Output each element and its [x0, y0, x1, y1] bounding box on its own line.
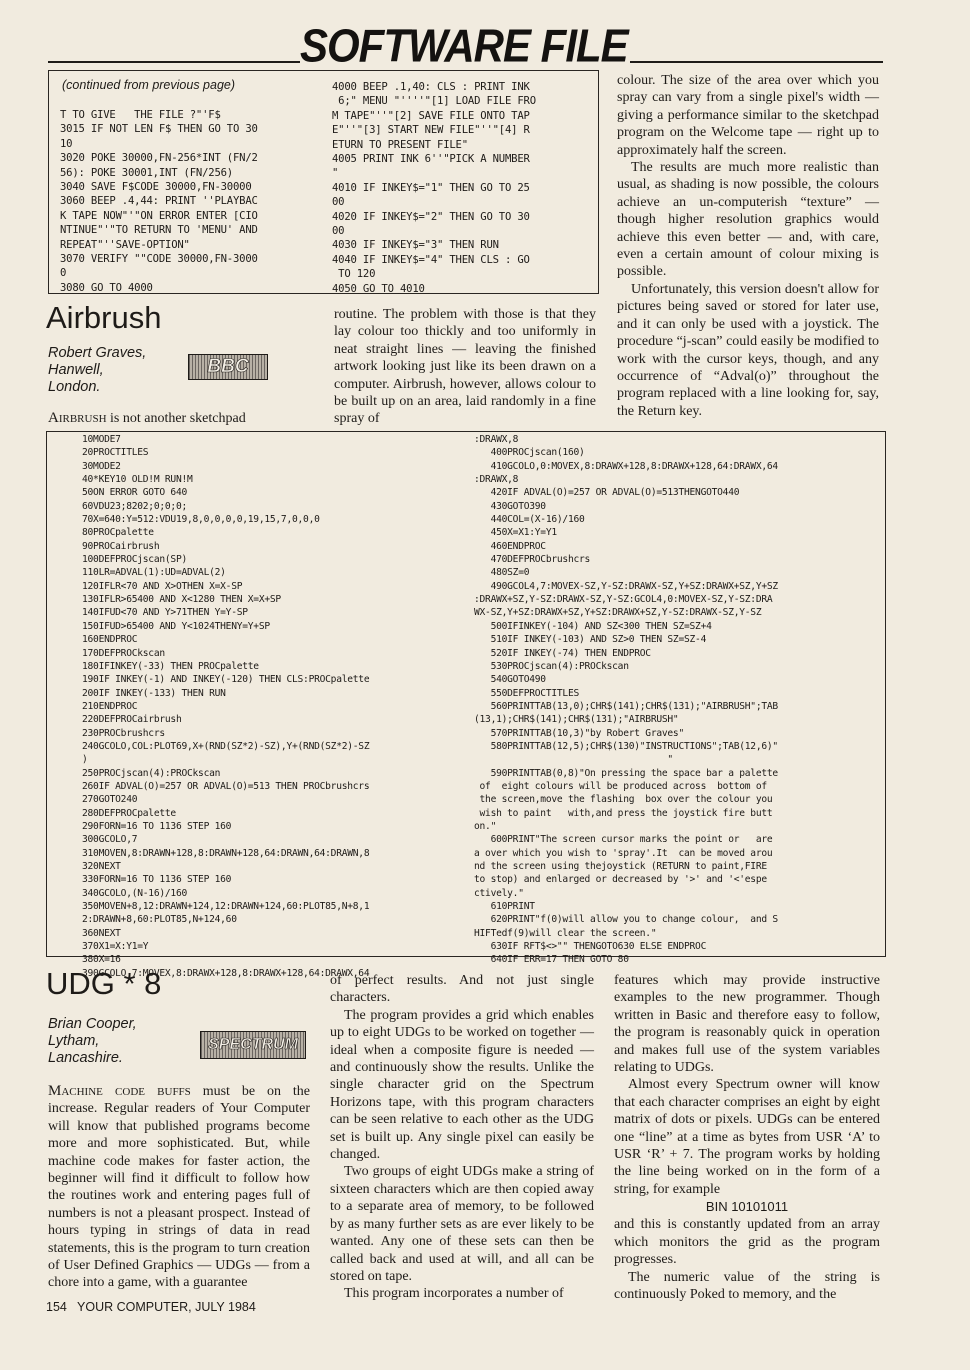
- airbrush-intro-rest: is not another sketchpad: [106, 411, 246, 426]
- continued-note: (continued from previous page): [62, 78, 236, 92]
- paragraph: features which may provide instructive examples to the new programmer. Though written in Basic and therefore easy to follow, the program is reasonably quick in operation and makes full use of the system variables relating to UDGs.: [614, 973, 880, 1076]
- udg-byline: [48, 1016, 137, 1067]
- paragraph: The results are much more realistic than usual, as shading is now possible, the colours achieve an un-computerish “texture” — though higher resolution graphics would achieve this even better — and, with care, even a certain amount of colour mixing is possible.: [617, 160, 879, 280]
- paragraph: of perfect results. And not just single characters.: [330, 973, 594, 1006]
- page-footer: 154 YOUR COMPUTER, JULY 1984: [46, 1300, 256, 1314]
- paragraph: Almost every Spectrum owner will know that each character comprises an eight by eight matrix of dots or pixels. UDGs can be entered one “line” at a time as bytes from USR ‘A’ to USR ‘R’ + 7. The program works by holding the line being worked on in the form of a string, for example: [614, 1077, 880, 1197]
- airbrush-intro: [48, 410, 310, 427]
- paragraph: The program provides a grid which enables up to eight UDGs to be worked on together — ideal when a composite figure is needed — and continuously show the results. Unlike the single character grid on the Spectrum Horizons tape, with this program characters can be seen relative to each other as the UDG set is built up. Any single pixel can easily be changed.: [330, 1007, 594, 1163]
- airbrush-middle-text: routine. The problem with those is that they lay colour too thickly and too uniformly in neat straight lines — leaving the finished artwork looking just like its been drawn on a computer. Airbrush, however, allows colour to be built up on an area, laid randomly in a fine spray of: [334, 307, 596, 427]
- paragraph: and this is constantly updated from an array which monitors the grid as the program progresses.: [614, 1217, 880, 1268]
- header-rule-left: [48, 61, 300, 63]
- author-county: London.: [48, 379, 101, 395]
- paragraph: Two groups of eight UDGs make a string of sixteen characters which are then copied away to a separate area of memory, to be followed by as many further sets as are ever likely to be wanted. Any one of these sets can then be called back and used at will, and all can be stored on tape.: [330, 1164, 594, 1284]
- airbrush-intro-lead: Airbrush: [48, 410, 107, 426]
- udg-column-3: [614, 972, 880, 1303]
- paragraph: colour. The size of the area over which you spray can vary from a single pixel's width — giving a performance similar to the sketchpad program on the Welcome tape — right up to approximately half the screen.: [617, 73, 879, 158]
- author-name: Robert Graves,: [48, 345, 147, 361]
- bbc-badge: BBC: [188, 354, 268, 380]
- udg-intro-rest: must be on the increase. Regular readers of Your Computer will know that published programs become more and more sophisticated. But, while machine code makes for faster action, the beginner will find it difficult to follow how the routines work and entering pages full of numbers is not a pleasant prospect. Instead of hours typing in strings of data in read statements, this is the program to turn creation of User Defined Graphics — UDGs — from a chore into a game, with a guarantee: [48, 1084, 310, 1291]
- airbrush-title: Airbrush: [46, 300, 162, 335]
- listing-top-left: T TO GIVE THE FILE ?"'F$ 3015 IF NOT LEN F$ THEN GO TO 30 10 3020 POKE 30000,FN-256*INT (FN/2 56): POKE 30001,INT (FN/256) 3040 SAVE F$CODE 30000,FN-30000 3060 BEEP .4,44: PRINT ''PLAYBAC K TAPE NOW"'"ON ERROR ENTER [CIO NTINUE"'"TO RETURN TO 'MENU' AND REPEAT"''SAVE-OPTION" 3070 VERIFY ""CODE 30000,FN-3000 0 3080 GO TO 4000: [60, 109, 258, 294]
- udg-column-1: [48, 1083, 310, 1292]
- paragraph: Unfortunately, this version doesn't allow for pictures being saved or stored for later use, and it can only be used with a joystick. The procedure “j-scan” could easily be modified to work with the cursor keys, though, and any occurrence of “Adval(o)” throughout the program replaced with a line looking for, say, the Return key.: [617, 281, 879, 419]
- udg-intro-lead: Machine code buffs: [48, 1083, 191, 1099]
- udg-title: UDG * 8: [46, 966, 162, 1001]
- right-column-text: [617, 72, 879, 420]
- author-town: Hanwell,: [48, 362, 104, 378]
- author-county: Lancashire.: [48, 1050, 123, 1066]
- listing-top-right: 4000 BEEP .1,40: CLS : PRINT INK 6;" MENU "''''"[1] LOAD FILE FRO M TAPE"''"[2] SAVE FILE ONTO TAP E"''"[3] START NEW FILE"''"[4] R ETURN TO PRESENT FILE" 4005 PRINT INK 6''"PICK A NUMBER " 4010 IF INKEY$="1" THEN GO TO 25 00 4020 IF INKEY$="2" THEN GO TO 30 00 4030 IF INKEY$="3" THEN RUN 4040 IF INKEY$="4" THEN CLS : GO TO 120 4050 GO TO 4010: [332, 81, 536, 295]
- paragraph: The numeric value of the string is continuously Poked to memory, and the: [614, 1269, 880, 1302]
- spectrum-badge: SPECTRUM: [200, 1031, 306, 1059]
- section-title: SOFTWARE FILE: [300, 19, 628, 72]
- author-name: Brian Cooper,: [48, 1016, 137, 1032]
- code-example: BIN 10101011: [705, 1199, 789, 1215]
- udg-column-2: [330, 972, 594, 1303]
- airbrush-byline: [48, 345, 146, 396]
- airbrush-listing-right: :DRAWX,8 400PROCjscan(160) 410GCOLO,0:MOVEX,8:DRAWX+128,8:DRAWX+128,64:DRAWX,64 :DRAWX,8 420IF ADVAL(O)=257 OR ADVAL(O)=513THENGOTO440 430GOTO390 440COL=(X-16)/160 450X=X1:Y=Y1 460ENDPROC 470DEFPROCbrushcrs 480SZ=0 490GCOL4,7:MOVEX-SZ,Y-SZ:DRAWX-SZ,Y+SZ:DRAWX+SZ,Y+SZ :DRAWX+SZ,Y-SZ:DRAWX-SZ,Y-SZ:GCOL4,0:MOVEX-SZ,Y-SZ:DRA WX-SZ,Y+SZ:DRAWX+SZ,Y+SZ:DRAWX+SZ,Y-SZ:DRAWX-SZ,Y-SZ 500IFINKEY(-104) AND SZ<300 THEN SZ=SZ+4 510IF INKEY(-103) AND SZ>0 THEN SZ=SZ-4 520IF INKEY(-74) THEN ENDPROC 530PROCjscan(4):PROCkscan 540GOTO490 550DEFPROCTITLES 560PRINTTAB(13,0);CHR$(141);CHR$(131);"AIRBRUSH";TAB (13,1);CHR$(141);CHR$(131);"AIRBRUSH" 570PRINTTAB(10,3)"by Robert Graves" 580PRINTTAB(12,5);CHR$(130)"INSTRUCTIONS";TAB(12,6)" " 590PRINTTAB(0,8)"On pressing the space bar a palette of eight colours will be produced across bottom of the screen,move the flashing box over the colour you wish to paint with,and press the joystick fire butt on." 600PRINT"The screen cursor marks the point or are a over which you wish to 'spray'.It can be moved arou nd the screen using thejoystick (RETURN to paint,FIRE to stop) and enlarged or decreased by '>' and '<'espe ctively." 610PRINT 620PRINT"f(0)will allow you to change colour, and S HIFTedf(9)will clear the screen." 630IF RFT$<>"" THENGOTO630 ELSE ENDPROC 640IF ERR=17 THEN GOTO 80: [474, 434, 778, 966]
- paragraph: This program incorporates a number of: [344, 1286, 564, 1302]
- header-rule-right: [630, 61, 883, 63]
- author-town: Lytham,: [48, 1033, 100, 1049]
- airbrush-listing-left: 10MODE7 20PROCTITLES 30MODE2 40*KEY10 OLD!M RUN!M 50ON ERROR GOTO 640 60VDU23;8202;0;0;0; 70X=640:Y=512:VDU19,8,0,0,0,0,19,15,7,0,0,0 80PROCpalette 90PROCairbrush 100DEFPROCjscan(SP) 110LR=ADVAL(1):UD=ADVAL(2) 120IFLR<70 AND X>OTHEN X=X-SP 130IFLR>65400 AND X<1280 THEN X=X+SP 140IFUD<70 AND Y>71THEN Y=Y-SP 150IFUD>65400 AND Y<1024THENY=Y+SP 160ENDPROC 170DEFPROCkscan 180IFINKEY(-33) THEN PROCpalette 190IF INKEY(-1) AND INKEY(-120) THEN CLS:PROCpalette 200IF INKEY(-133) THEN RUN 210ENDPROC 220DEFPROCairbrush 230PROCbrushcrs 240GCOLO,COL:PLOT69,X+(RND(SZ*2)-SZ),Y+(RND(SZ*2)-SZ ) 250PROCjscan(4):PROCkscan 260IF ADVAL(O)=257 OR ADVAL(O)=513 THEN PROCbrushcrs 270GOTO240 280DEFPROCpalette 290FORN=16 TO 1136 STEP 160 300GCOLO,7 310MOVEN,8:DRAWN+128,8:DRAWN+128,64:DRAWN,64:DRAWN,8 320NEXT 330FORN=16 TO 1136 STEP 160 340GCOLO,(N-16)/160 350MOVEN+8,12:DRAWN+124,12:DRAWN+124,60:PLOT85,N+8,1 2:DRAWN+8,60:PLOT85,N+124,60 360NEXT 370X1=X:Y1=Y 380X=16 390GCOLO,7:MOVEX,8:DRAWX+128,8:DRAWX+128,64:DRAWX,64: [82, 434, 370, 979]
